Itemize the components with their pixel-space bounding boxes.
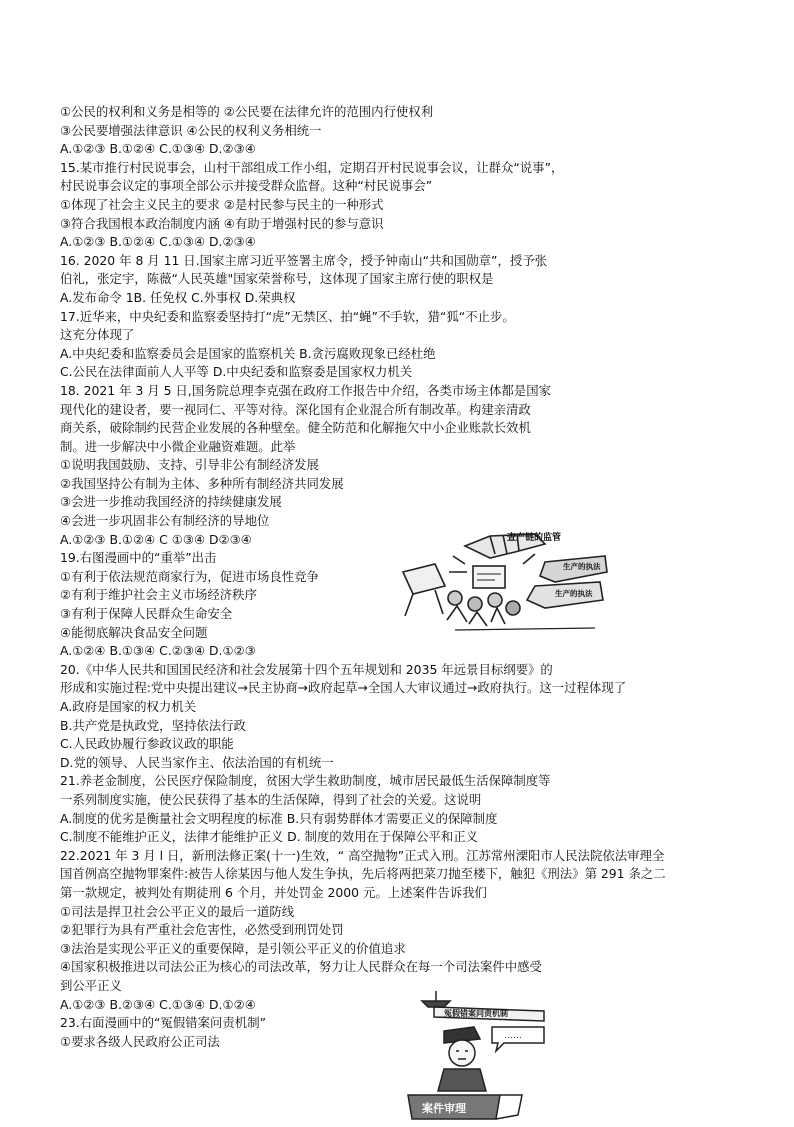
text-line: A.发布命令 1B. 任免权 C.外事权 D.荣典权 [60, 289, 296, 305]
text-line: A.①②③ B.①②④ C.①③④ D.②③④ [60, 234, 256, 250]
text-line: C.人民政协履行参政议政的职能 [60, 736, 234, 752]
text-line: B.共产党是执政党，坚持依法行政 [60, 717, 246, 733]
text-line: 一系列制度实施，使公民获得了基本的生活保障，得到了社会的关爱。这说明 [60, 791, 482, 807]
text-line: ④能彻底解决食品安全问题 [60, 624, 208, 640]
cartoon-drawing [395, 524, 610, 634]
text-line: C.公民在法律面前人人平等 D.中央纪委和监察委是国家权力机关 [60, 364, 413, 380]
text-line: 形成和实施过程:党中央提出建议→民主协商→政府起草→全国人大审议通过→政府执行。这一过程体现了 [60, 680, 627, 696]
cartoon-drawing [404, 991, 549, 1123]
text-line: ①公民的权利和义务是相等的 ②公民要在法律允许的范围内行使权利 [60, 104, 434, 119]
accountability-cartoon [404, 991, 549, 1123]
text-line: 23.右面漫画中的“冤假错案问责机制” [60, 1015, 267, 1031]
text-line: 商关系，破除制约民营企业发展的各种壁垒。健全防范和化解拖欠中小企业账款长效机 [60, 420, 531, 436]
text-line: 第一款规定，被判处有期徒刑 6 个月，并处罚金 2000 元。上述案件告诉我们 [60, 884, 487, 900]
text-line: A.中央纪委和监察委员会是国家的监察机关 B.贪污腐败现象已经杜绝 [60, 345, 436, 361]
food-safety-cartoon [395, 524, 610, 634]
desk-label: 案件审理 [422, 1103, 466, 1115]
text-line: ③法治是实现公平正义的重要保障，是引领公平正义的价值追求 [60, 940, 406, 956]
text-line: 20.《中华人民共和国国民经济和社会发展第十四个五年规划和 2035 年远景目标纲要》的 [60, 661, 553, 677]
text-line: ③符合我国根本政治制度内涵 ④有助于增强村民的参与意识 [60, 215, 384, 231]
text-line: ①司法是捍卫社会公平正义的最后一道防线 [60, 903, 295, 919]
text-line: ④国家积极推进以司法公正为核心的司法改革，努力让人民群众在每一个司法案件中感受 [60, 959, 542, 975]
speech-bubble-text: …… [504, 1030, 522, 1040]
text-line: 这充分体现了 [60, 327, 135, 343]
text-line: 21.养老金制度，公民医疗保险制度，贫困大学生救助制度，城市居民最低生活保障制度等 [60, 773, 551, 789]
text-line: 15.某市推行村民说事会，山村干部组成工作小组，定期召开村民说事会议，让群众“说事”， [60, 159, 564, 175]
text-line: C.制度不能维护正义，法律才能维护正义 D. 制度的效用在于保障公平和正义 [60, 829, 479, 845]
text-line: A.政府是国家的权力机关 [60, 699, 197, 714]
text-line: ②我国坚持公有制为主体、多种所有制经济共同发展 [60, 475, 344, 491]
text-line: 到公平正义 [60, 977, 122, 993]
text-line: 伯礼，张定宇，陈薇“人民英雄"国家荣誉称号，这体现了国家主席行使的职权是 [60, 271, 494, 287]
cartoon1-label: 查产链的监管 [507, 532, 562, 542]
text-line: ④会进一步巩固非公有制经济的导地位 [60, 513, 270, 529]
text-line: 现代化的建设者，要一视同仁、平等对待。深化国有企业混合所有制改革。构建亲清政 [60, 401, 531, 417]
text-line: ①要求各级人民政府公正司法 [60, 1033, 220, 1049]
text-line: 村民说事会议定的事项全部公示并接受群众监督。这种“村民说事会” [60, 178, 433, 194]
text-line: ③有利于保障人民群众生命安全 [60, 606, 233, 622]
text-line: ③公民要增强法律意识 ④公民的权利义务相统一 [60, 122, 322, 138]
text-line: ②有利于维护社会主义市场经济秩序 [60, 587, 257, 603]
text-line: 制。进一步解决中小微企业融资难题。此举 [60, 438, 296, 454]
text-line: A.①②③ B.②③④ C.①③④ D.①②④ [60, 996, 256, 1012]
text-line: 22.2021 年 3 月 l 日，新刑法修正案(十一)生效，“ 高空抛物”正式入刑。江苏常州溧阳市人民法院依法审理全 [60, 847, 665, 863]
text-line: 19.右图漫画中的“重举”出击 [60, 550, 217, 566]
cartoon1-label: 生产的执法 [555, 589, 593, 598]
cartoon1-label: 生产的执法 [563, 562, 601, 571]
text-line: ①体现了社会主义民主的要求 ②是村民参与民主的一种形式 [60, 196, 384, 212]
text-line: ③会进一步推动我国经济的持续健康发展 [60, 494, 282, 510]
text-line: 18. 2021 年 3 月 5 日,国务院总理李克强在政府工作报告中介绍，各类市场主体都是国家 [60, 382, 552, 398]
text-line: 17.近华来，中央纪委和监察委坚持打“虎”无禁区、拍“蝇”不手软，猎“狐“不止步。 [60, 308, 515, 324]
text-line: ②犯罪行为具有严重社会危害性，必然受到刑罚处罚 [60, 922, 344, 938]
text-line: ①说明我国鼓励、支持、引导非公有制经济发展 [60, 457, 319, 473]
text-line: A.①②④ B.①③④ C.②③④ D.①②③ [60, 643, 256, 659]
text-line: ①有利于依法规范商家行为，促进市场良性竞争 [60, 568, 319, 584]
text-line: A.①②③ B.①②④ C ①③④ D②③④ [60, 531, 252, 547]
text-line: 16. 2020 年 8 月 11 日.国家主席习近平签署主席令，授予钟南山“共和国勋章”，授予张 [60, 252, 548, 268]
sword-label: 冤假错案问责机制 [444, 1009, 508, 1018]
text-line: A.①②③ B.①②④ C.①③④ D.②③④ [60, 141, 256, 157]
text-line: D.党的领导、人民当家作主、依法治国的有机统一 [60, 754, 334, 770]
text-line: 国首例高空抛物罪案件:被告人徐某因与他人发生争执，先后将两把菜刀抛至楼下，触犯《刑法》第 291 条之二 [60, 866, 666, 882]
text-line: A.制度的优劣是衡量社会文明程度的标准 B.只有弱势群体才需要正义的保障制度 [60, 810, 498, 826]
